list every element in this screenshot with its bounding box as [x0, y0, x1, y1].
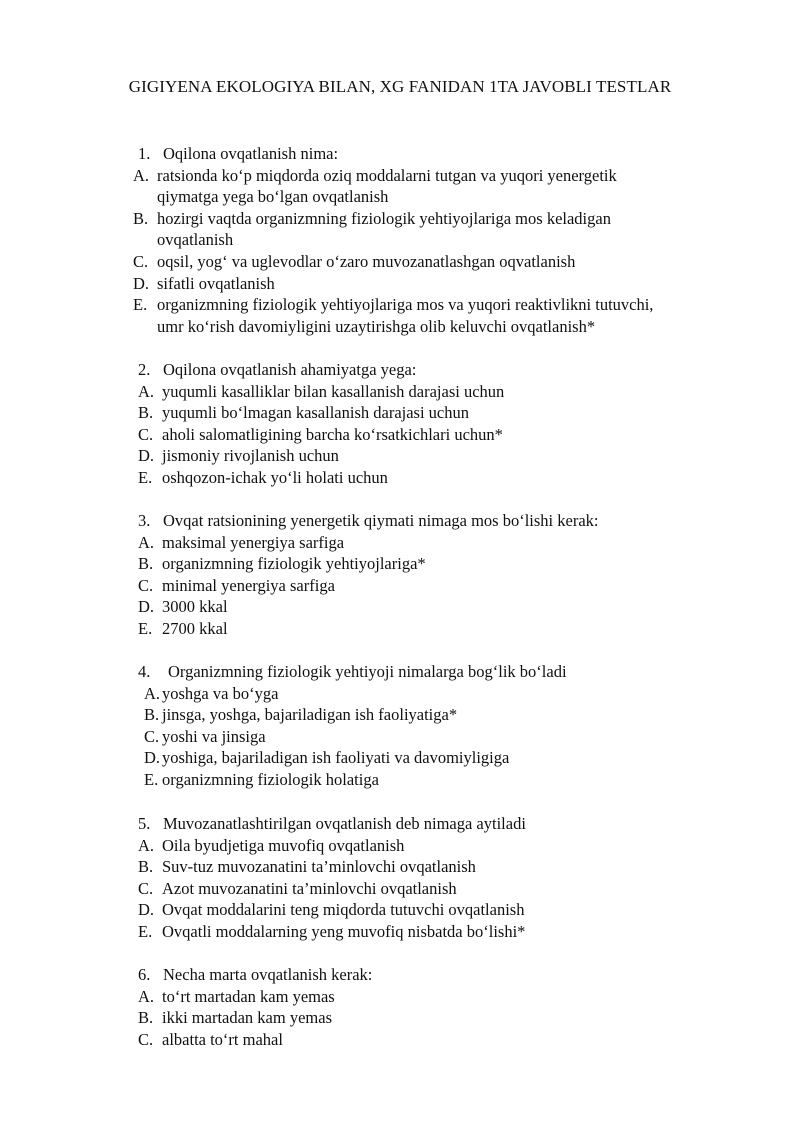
answer-option-text: Ovqatli moddalarning yeng muvofiq nisbatda bo‘lishi*	[162, 922, 526, 941]
answer-option-text: Oila byudjetiga muvofiq ovqatlanish	[162, 835, 405, 855]
question-text: Ovqat ratsionining yenergetik qiymati nimaga mos bo‘lishi kerak:	[163, 511, 599, 530]
answer-option-text: yoshiga, bajariladigan ish faoliyati va davomiyligiga	[162, 748, 510, 768]
question-number: 2.	[138, 360, 151, 379]
answer-option-label: A.	[144, 683, 161, 703]
answer-option-label: B.	[133, 208, 149, 228]
answer-option-text: ratsionda ko‘p miqdorda oziq moddalarni tutgan va yuqori yenergetik	[157, 165, 617, 185]
answer-option-label: E.	[144, 770, 159, 789]
answer-option-text: Suv-tuz muvozanatini ta’minlovchi ovqatlanish	[162, 857, 476, 877]
question-number: 3.	[138, 511, 151, 530]
answer-option-text: 2700 kkal	[162, 619, 228, 638]
answer-option-text: hozirgi vaqtda organizmning fiziologik yehtiyojlariga mos keladigan	[157, 208, 611, 228]
question-number: 4.	[138, 662, 151, 681]
answer-option-text: qiymatga yega bo‘lgan ovqatlanish	[157, 187, 389, 207]
answer-option-label: A.	[138, 835, 155, 855]
answer-option-text: organizmning fiziologik holatiga	[162, 770, 379, 789]
answer-option-text: organizmning fiziologik yehtiyojlariga mos va yuqori reaktivlikni tutuvchi,	[157, 295, 654, 315]
answer-option-text: ikki martadan kam yemas	[162, 1008, 332, 1028]
answer-option-label: A.	[133, 165, 150, 185]
answer-option-text: oqsil, yog‘ va uglevodlar o‘zaro muvozanatlashgan oqvatlanish	[157, 252, 576, 271]
answer-option-text: ovqatlanish	[157, 230, 234, 250]
answer-option-label: E.	[138, 619, 153, 638]
answer-option-label: D.	[144, 748, 161, 768]
answer-option-label: D.	[138, 446, 155, 466]
answer-option-text: to‘rt martadan kam yemas	[162, 986, 335, 1006]
answer-option-label: A.	[138, 381, 155, 401]
answer-option-text: aholi salomatligining barcha ko‘rsatkichlari uchun*	[162, 424, 503, 444]
answer-option-label: C.	[138, 424, 154, 444]
answer-option-label: B.	[138, 857, 154, 877]
question-number: 6.	[138, 965, 151, 984]
question-number: 5.	[138, 814, 151, 833]
answer-option-text: oshqozon-ichak yo‘li holati uchun	[162, 468, 388, 487]
answer-option-label: C.	[138, 1029, 154, 1049]
question-number: 1.	[138, 144, 151, 163]
answer-option-label: B.	[138, 403, 154, 423]
answer-option-text: yoshga va bo‘yga	[162, 683, 279, 703]
answer-option-label: B.	[138, 554, 154, 574]
answer-option-label: D.	[133, 273, 150, 293]
answer-option-text: yuqumli kasalliklar bilan kasallanish darajasi uchun	[162, 381, 505, 401]
answer-option-text: 3000 kkal	[162, 597, 228, 617]
answer-option-text: minimal yenergiya sarfiga	[162, 575, 335, 595]
document-title: GIGIYENA EKOLOGIYA BILAN, XG FANIDAN 1TA JAVOBLI TESTLAR	[128, 77, 672, 96]
answer-option-text: organizmning fiziologik yehtiyojlariga*	[162, 554, 426, 574]
question-text: Oqilona ovqatlanish nima:	[163, 144, 339, 163]
answer-option-text: yoshi va jinsiga	[162, 726, 266, 746]
answer-option-text: Azot muvozanatini ta’minlovchi ovqatlanish	[162, 878, 457, 898]
answer-option-text: Ovqat moddalarini teng miqdorda tutuvchi ovqatlanish	[162, 900, 525, 920]
answer-option-text: jinsga, yoshga, bajariladigan ish faoliyatiga*	[162, 705, 458, 725]
answer-option-label: E.	[138, 922, 153, 941]
answer-option-text: umr ko‘rish davomiyligini uzaytirishga olib keluvchi ovqatlanish*	[157, 316, 596, 336]
answer-option-label: B.	[138, 1008, 154, 1028]
answer-option-text: maksimal yenergiya sarfiga	[162, 532, 345, 552]
answer-option-text: jismoniy rivojlanish uchun	[162, 446, 339, 466]
answer-option-label: A.	[138, 986, 155, 1006]
answer-option-label: C.	[138, 878, 154, 898]
answer-option-label: A.	[138, 532, 155, 552]
answer-option-text: sifatli ovqatlanish	[157, 273, 275, 293]
answer-option-label: E.	[138, 468, 153, 487]
answer-option-text: yuqumli bo‘lmagan kasallanish darajasi uchun	[162, 403, 470, 423]
question-text: Organizmning fiziologik yehtiyoji nimalarga bog‘lik bo‘ladi	[168, 662, 567, 681]
answer-option-label: D.	[138, 900, 155, 920]
answer-option-label: B.	[144, 705, 160, 725]
question-text: Necha marta ovqatlanish kerak:	[163, 965, 373, 984]
answer-option-label: C.	[144, 726, 160, 746]
answer-option-label: C.	[133, 252, 149, 271]
answer-option-text: albatta to‘rt mahal	[162, 1029, 283, 1049]
question-text: Oqilona ovqatlanish ahamiyatga yega:	[163, 360, 417, 379]
answer-option-label: C.	[138, 575, 154, 595]
answer-option-label: E.	[133, 295, 148, 315]
answer-option-label: D.	[138, 597, 155, 617]
question-text: Muvozanatlashtirilgan ovqatlanish deb nimaga aytiladi	[163, 814, 526, 833]
